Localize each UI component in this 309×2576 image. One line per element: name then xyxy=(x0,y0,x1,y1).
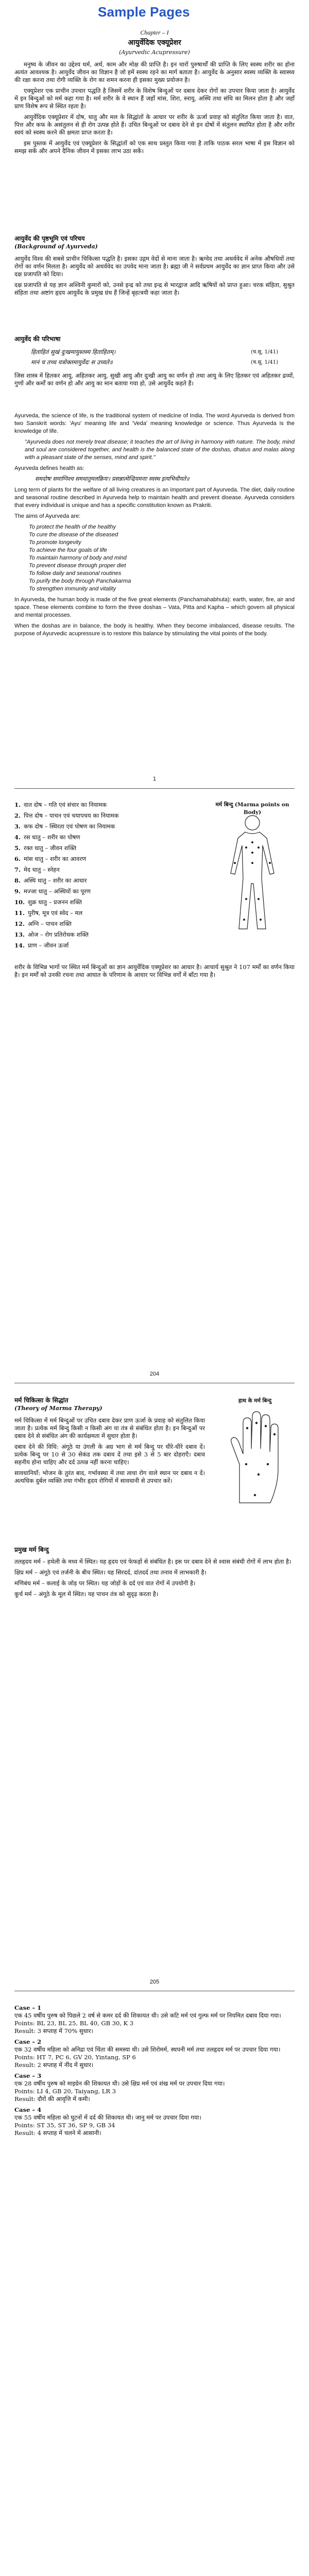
paragraph: इस पुस्तक में आयुर्वेद एवं एक्यूप्रेशर के सिद्धांतों को एक साथ प्रस्तुत किया गया है ताकि पाठक सरल भाषा में इस विज्ञान को समझ सकें और अपने दैनिक जीवन में इसका लाभ उठा सकें। xyxy=(14,140,295,155)
item-text: अस्थि धातु – शरीर का आधार xyxy=(24,877,87,884)
verse-line xyxy=(31,359,278,366)
paragraph: दबाव देने की विधि: अंगूठे या उंगली के अग्र भाग से मर्म बिन्दु पर धीरे-धीरे दबाव दें। प्रत्येक बिन्दु पर 10 से 30 सेकंड तक दबाव दें तथा इसे 3 से 5 बार दोहराएँ। दबाव सहनीय होना चाहिए और दर्द उत्पन्न नहीं करना चाहिए। xyxy=(14,1443,205,1466)
paragraph: आयुर्वेद विश्व की सबसे प्राचीन चिकित्सा पद्धति है। इसका उद्गम वेदों से माना जाता है। ऋग्वेद तथा अथर्ववेद में अनेक औषधियों तथा रोगों का वर्णन मिलता है। आयुर्वेद को अथर्ववेद का उपवेद माना जाता है। ब्रह्मा जी ने सर्वप्रथम आयुर्वेद का ज्ञान प्राप्त किया और उसे दक्ष प्रजापति को दिया। xyxy=(14,255,295,278)
item-text: कफ दोष – स्थिरता एवं पोषण का नियामक xyxy=(24,823,115,830)
marma-point-icon xyxy=(258,898,260,900)
body-figure xyxy=(216,811,288,935)
marma-point-icon xyxy=(245,1463,247,1465)
marma-point-icon xyxy=(234,862,236,864)
item-text: रस धातु – शरीर का पोषण xyxy=(24,834,80,841)
paragraph: सावधानियाँ: भोजन के तुरंत बाद, गर्भावस्था में तथा त्वचा रोग वाले स्थान पर दबाव न दें। अत्यधिक दुर्बल व्यक्ति तथा गंभीर हृदय रोगियों में सावधानी से उपचार करें। xyxy=(14,1469,205,1484)
paragraph: जिस शास्त्र में हितकर आयु, अहितकर आयु, सुखी आयु और दुःखी आयु का वर्णन हो तथा आयु के लिए हितकर एवं अहितकर द्रव्यों, गुणों और कर्मों का वर्णन हो और आयु का मान बताया गया हो, उसे आयुर्वेद कहते हैं। xyxy=(14,372,295,387)
heading-text: मर्म चिकित्सा के सिद्धांत xyxy=(14,1397,68,1404)
chapter-label: Chapter – I xyxy=(140,29,169,36)
item-number: 8. xyxy=(14,877,21,884)
verse-text: मानं च तच्च यत्रोक्तमायुर्वेदः स उच्यते॥ xyxy=(31,359,113,366)
list-item xyxy=(14,855,200,863)
list-item xyxy=(14,909,200,917)
paragraph: Ayurveda defines health as: xyxy=(14,465,84,471)
paragraph: When the doshas are in balance, the body is healthy. When they become imbalanced, disease results. The purpose of Ayurvedic acupressure is to restore this balance by stimulating the vital points of the body. xyxy=(14,623,295,637)
quote: समदोषः समाग्निश्च समधातुमलक्रियः। प्रसन्नात्मेन्द्रियमनाः स्वस्थ इत्यभिधीयते॥ xyxy=(35,476,190,482)
paragraph: मर्म चिकित्सा में मर्म बिन्दुओं पर उचित दबाव देकर प्राण ऊर्जा के प्रवाह को संतुलित किया जाता है। प्रत्येक मर्म बिन्दु किसी न किसी अंग या तंत्र से संबंधित होता है। इन बिन्दुओं पर दबाव देने से संबंधित अंग की कार्यक्षमता में सुधार होता है। xyxy=(14,1417,205,1439)
page-number: 205 xyxy=(149,1979,160,1985)
figure-body xyxy=(231,832,274,929)
case-block xyxy=(14,2072,295,2103)
figure-caption: मर्म बिन्दु (Marma points on Body) xyxy=(215,802,289,816)
list-item xyxy=(14,812,200,820)
item-number: 5. xyxy=(14,844,21,852)
case-line: Points: LI 4, GB 20, Taiyang, LR 3 xyxy=(14,2088,116,2095)
list-item xyxy=(14,920,200,928)
section-heading xyxy=(14,1546,295,1554)
item-text: पुरीष, मूत्र एवं स्वेद – मल xyxy=(28,909,83,917)
marma-point-icon xyxy=(260,919,262,921)
case-line: एक 28 वर्षीय पुरुष को माइग्रेन की शिकायत थी। उसे क्षिप्र मर्म एवं शंख मर्म पर उपचार दिया गया। xyxy=(14,2080,225,2087)
list-item xyxy=(14,866,200,874)
marma-point-icon xyxy=(255,1422,258,1424)
paragraph: "Ayurveda does not merely treat disease; it teaches the art of living in harmony with nature. The body, mind and soul are considered together, and health is the balanced state of the doshas, dhatus and malas along with a pleasant state of the senses, mind and spirit." xyxy=(25,439,295,461)
list-item xyxy=(14,844,200,852)
list-item: To achieve the four goals of life xyxy=(29,547,107,553)
case-line: Result: 3 सप्ताह में 70% सुधार। xyxy=(14,2027,93,2035)
case-line: Result: दौरों की आवृत्ति में कमी। xyxy=(14,2095,90,2103)
item-number: 3. xyxy=(14,823,21,830)
paragraph: एक्यूप्रेशर एक प्राचीन उपचार पद्धति है जिसमें शरीर के विशेष बिन्दुओं पर दबाव देकर रोगों का उपचार किया जाता है। आयुर्वेद में इन बिन्दुओं को मर्म कहा गया है। मर्म शरीर के वे स्थान हैं जहाँ मांस, शिरा, स्नायु, अस्थि तथा संधि का मिलन होता है और जहाँ प्राण विशेष रूप से स्थित रहता है। xyxy=(14,87,295,110)
item-number: 1. xyxy=(14,801,21,808)
case-heading: Case – 1 xyxy=(14,2004,42,2011)
marma-point-icon xyxy=(273,1433,276,1435)
verse-reference: (च.सू. 1/41) xyxy=(251,360,278,365)
paragraph: आयुर्वेदिक एक्यूप्रेशर में दोष, धातु और मल के सिद्धांतों के आधार पर शरीर के ऊर्जा प्रवाह को संतुलित किया जाता है। वात, पित्त और कफ के असंतुलन से ही रोग उत्पन्न होते हैं। उचित बिन्दुओं पर दबाव देने से इन दोषों में संतुलन स्थापित होता है और शरीर स्वयं को स्वस्थ करने की क्षमता प्राप्त करता है। xyxy=(14,113,295,136)
item-number: 12. xyxy=(14,920,25,927)
item-text: मज्जा धातु – अस्थियों का पूरण xyxy=(24,888,91,895)
item-text: वात दोष – गति एवं संचार का नियामक xyxy=(24,801,107,808)
section-body xyxy=(14,963,295,982)
figure-caption: हाथ के मर्म बिन्दु xyxy=(238,1398,272,1404)
paragraph: Ayurveda, the science of life, is the traditional system of medicine of India. The word Ayurveda is derived from two Sanskrit words: 'Ayu' meaning life and 'Veda' meaning knowledge or science. Thus Ayurveda is the knowledge of life. xyxy=(14,413,295,434)
section-body xyxy=(14,372,295,391)
item-number: 6. xyxy=(14,855,21,862)
list-item xyxy=(14,823,200,831)
marma-point-icon xyxy=(251,841,253,843)
case-block xyxy=(14,2038,295,2069)
item-text: मांस धातु – शरीर का आवरण xyxy=(24,855,87,862)
heading-text: आयुर्वेद की पृष्ठभूमि एवं परिचय xyxy=(14,235,85,242)
paragraph: Long term of plants for the welfare of all living creatures is an important part of Ayurveda. The diet, daily routine and seasonal routine described in Ayurveda help to maintain health and prevent disease. Ayurveda considers that every individual is unique and has a specific constitution known as Prakriti. xyxy=(14,487,295,509)
case-line: एक 55 वर्षीय महिला को घुटनों में दर्द की शिकायत थी। जानु मर्म पर उपचार दिया गया। xyxy=(14,2114,201,2121)
case-block xyxy=(14,2106,295,2137)
item-number: 4. xyxy=(14,834,21,841)
paragraph: क्षिप्र मर्म – अंगूठे एवं तर्जनी के बीच स्थित। यह सिरदर्द, दांतदर्द तथा तनाव में लाभकारी है। xyxy=(14,1569,207,1576)
case-line: Result: 4 सप्ताह में चलने में आसानी। xyxy=(14,2129,101,2137)
page-divider xyxy=(14,788,295,789)
paragraph: मनुष्य के जीवन का उद्देश्य धर्म, अर्थ, काम और मोक्ष की प्राप्ति है। इन चारों पुरुषार्थों की प्राप्ति के लिए स्वस्थ शरीर का होना अत्यंत आवश्यक है। आयुर्वेद जीवन का विज्ञान है जो हमें स्वस्थ रहने का मार्ग बताता है। आयुर्वेद के अनुसार स्वस्थ व्यक्ति के स्वास्थ्य की रक्षा करना तथा रोगी व्यक्ति के रोग का शमन करना ही इसका मुख्य प्रयोजन है। xyxy=(14,61,295,83)
list-item xyxy=(14,942,200,950)
banner-title: Sample Pages xyxy=(98,4,190,20)
page-number: 1 xyxy=(152,776,157,782)
intro-section xyxy=(14,61,295,158)
page-number: 204 xyxy=(149,1371,160,1377)
section-body xyxy=(14,255,295,300)
marma-point-icon xyxy=(243,919,245,921)
case-heading: Case – 2 xyxy=(14,2038,42,2045)
list-item xyxy=(14,801,200,809)
item-number: 7. xyxy=(14,866,21,873)
item-number: 10. xyxy=(14,899,25,906)
verse-line xyxy=(31,348,278,356)
marma-point-icon xyxy=(251,862,253,864)
heading-text: आयुर्वेद की परिभाषा xyxy=(14,335,61,343)
marma-point-icon xyxy=(258,846,260,849)
paragraph: दक्ष प्रजापति से यह ज्ञान अश्विनी कुमारों को, उनसे इन्द्र को तथा इन्द्र से भारद्वाज आदि ऋषियों को प्राप्त हुआ। चरक संहिता, सुश्रुत संहिता तथा अष्टांग हृदय आयुर्वेद के प्रमुख ग्रंथ हैं जिन्हें बृहत्त्रयी कहा जाता है। xyxy=(14,281,295,296)
aims-list xyxy=(14,523,295,593)
item-text: प्राण – जीवन ऊर्जा xyxy=(28,942,69,949)
item-text: रक्त धातु – जीवन शक्ति xyxy=(24,844,77,852)
case-heading: Case – 4 xyxy=(14,2106,42,2113)
item-text: अग्नि – पाचन शक्ति xyxy=(28,920,72,927)
marma-point-icon xyxy=(258,1473,260,1476)
marma-point-icon xyxy=(269,862,271,864)
paragraph: मणिबंध मर्म – कलाई के जोड़ पर स्थित। यह जोड़ों के दर्द एवं वात रोगों में उपयोगी है। xyxy=(14,1580,196,1587)
marma-point-icon xyxy=(254,1494,256,1496)
item-number: 11. xyxy=(14,909,25,917)
section-heading xyxy=(14,335,295,343)
list-item xyxy=(14,877,200,885)
paragraph: कूर्च मर्म – अंगूठे के मूल में स्थित। यह पाचन तंत्र को सुदृढ़ करता है। xyxy=(14,1590,159,1598)
hand-outline xyxy=(231,1412,278,1503)
item-text: ओज – रोग प्रतिरोधक शक्ति xyxy=(28,931,89,938)
case-line: Result: 2 सप्ताह में नींद में सुधार। xyxy=(14,2061,94,2069)
heading-text: प्रमुख मर्म बिन्दु xyxy=(14,1546,49,1553)
item-number: 14. xyxy=(14,942,25,949)
item-number: 13. xyxy=(14,931,25,938)
marma-point-icon xyxy=(251,852,253,854)
item-text: मेद धातु – स्नेहन xyxy=(24,866,60,873)
marma-point-icon xyxy=(267,1463,269,1465)
list-item: To follow daily and seasonal routines xyxy=(29,570,122,577)
case-line: Points: HT 7, PC 6, GV 20, Yintang, SP 6 xyxy=(14,2054,136,2061)
list-item: To strengthen immunity and vitality xyxy=(29,586,116,592)
figure-head xyxy=(245,816,260,830)
list-item: To purify the body through Panchakarma xyxy=(29,578,131,584)
case-heading: Case – 3 xyxy=(14,2072,42,2079)
item-text: पित्त दोष – पाचन एवं चयापचय का नियामक xyxy=(24,812,119,819)
case-line: एक 32 वर्षीय महिला को अनिद्रा एवं चिंता की समस्या थी। उसे शिरोमर्म, स्थपनी मर्म तथा तलहृदय मर्म पर उपचार दिया गया। xyxy=(14,2046,281,2053)
paragraph: तलहृदय मर्म – हथेली के मध्य में स्थित। यह हृदय एवं फेफड़ों से संबंधित है। इस पर दबाव देने से श्वास संबंधी रोगों में लाभ होता है। xyxy=(14,1558,291,1565)
english-section xyxy=(14,412,295,641)
list-item: To prevent disease through proper diet xyxy=(29,563,126,569)
numbered-list xyxy=(14,801,200,953)
list-item: To protect the health of the healthy xyxy=(29,524,116,530)
item-number: 9. xyxy=(14,888,21,895)
marma-point-icon xyxy=(245,846,247,849)
list-item xyxy=(14,899,200,906)
heading-subtitle: (Background of Ayurveda) xyxy=(14,243,98,250)
paragraph: In Ayurveda, the human body is made of the five great elements (Panchamahabhuta): earth, water, fire, air and space. These elements combine to form the three doshas – Vata, Pitta and Kapha – which govern all physical and mental processes. xyxy=(14,597,295,618)
case-line: Points: ST 35, ST 36, SP 9, GB 34 xyxy=(14,2122,115,2129)
list-item: To cure the disease of the diseased xyxy=(29,532,118,538)
cases-section xyxy=(14,2004,295,2140)
list-item xyxy=(14,834,200,841)
list-item: To promote longevity xyxy=(29,539,81,546)
case-line: एक 45 वर्षीय पुरुष को पिछले 2 वर्ष से कमर दर्द की शिकायत थी। उसे कटि मर्म एवं गुल्फ मर्म पर नियमित दबाव दिया गया। xyxy=(14,2012,281,2019)
section-body xyxy=(14,1558,295,1601)
hand-figure xyxy=(221,1408,288,1505)
heading-subtitle: (Theory of Marma Therapy) xyxy=(14,1405,102,1412)
verse-reference: (च.सू. 1/41) xyxy=(251,349,278,355)
marma-point-icon xyxy=(265,1425,267,1427)
chapter-subtitle: (Ayurvedic Acupressure) xyxy=(119,49,190,56)
list-item: To maintain harmony of body and mind xyxy=(29,555,127,561)
list-item xyxy=(14,931,200,939)
item-text: शुक्र धातु – प्रजनन शक्ति xyxy=(28,899,82,906)
verse-text: हिताहितं सुखं दुःखमायुस्तस्य हिताहितम्। xyxy=(31,348,116,355)
paragraph: शरीर के विभिन्न भागों पर स्थित मर्म बिन्दुओं का ज्ञान आयुर्वेदिक एक्यूप्रेशर का आधार है। आचार्य सुश्रुत ने 107 मर्मों का वर्णन किया है। इन मर्मों को उनकी रचना तथा आघात के परिणाम के आधार पर विभिन्न वर्गों में बाँटा गया है। xyxy=(14,963,295,978)
chapter-title: आयुर्वेदिक एक्यूप्रेशर xyxy=(128,39,181,47)
marma-point-icon xyxy=(245,898,247,900)
section-body xyxy=(14,1417,205,1488)
section-heading xyxy=(14,234,295,251)
marma-point-icon xyxy=(246,1427,248,1429)
paragraph: The aims of Ayurveda are: xyxy=(14,513,81,519)
case-line: Points: BL 23, BL 25, BL 40, GB 30, K 3 xyxy=(14,2020,134,2027)
list-item xyxy=(14,888,200,895)
item-number: 2. xyxy=(14,812,21,819)
case-block xyxy=(14,2004,295,2035)
